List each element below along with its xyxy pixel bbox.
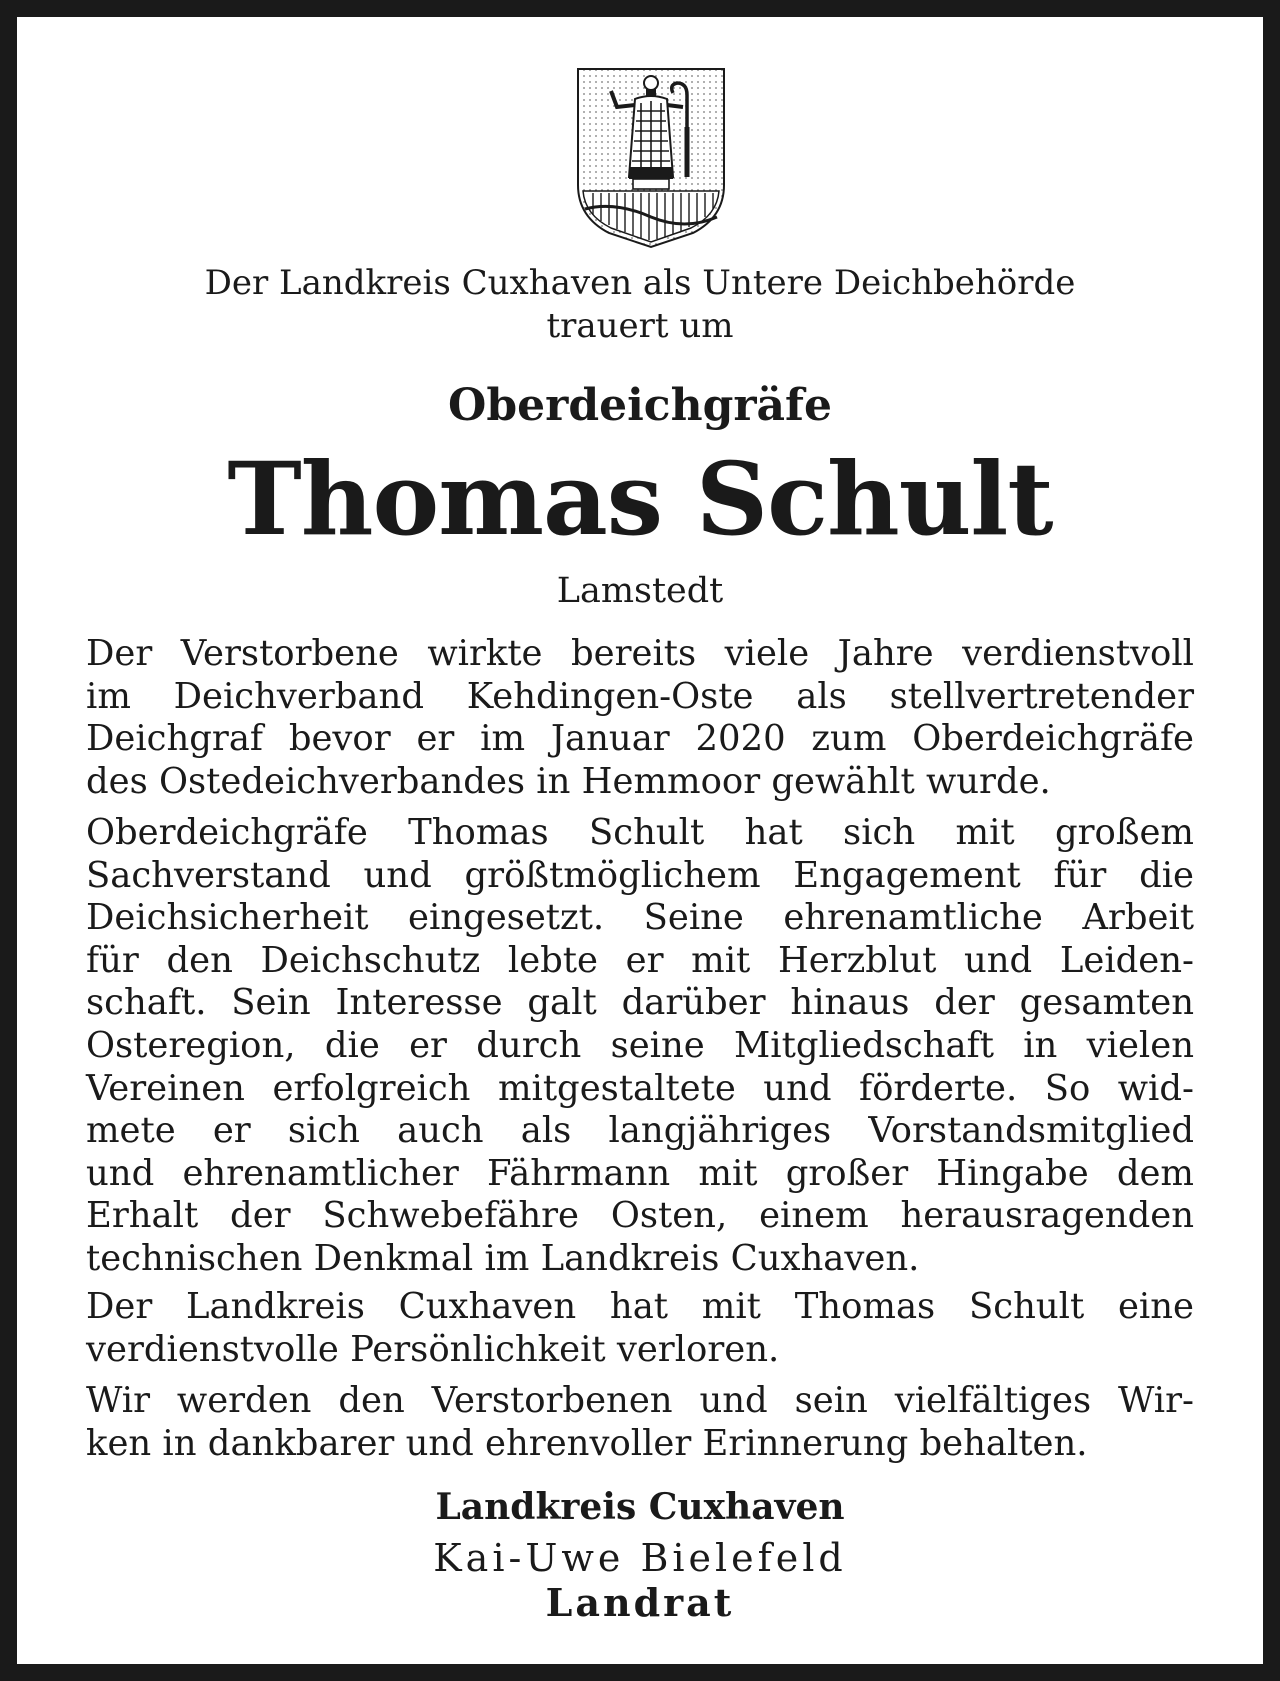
text-line: Sachverstand und größtmöglichem Engagement für die: [86, 854, 1194, 896]
deceased-name: Thomas Schult: [227, 440, 1053, 558]
text-line: Deichgraf bevor er im Januar 2020 zum Oberdeichgräfe: [86, 718, 1194, 760]
intro-line: Der Landkreis Cuxhaven als Untere Deichbehörde: [204, 263, 1076, 303]
text-line: Osteregion, die er durch seine Mitgliedschaft in vielen: [86, 1024, 1194, 1066]
text-line: schaft. Sein Interesse galt darüber hinaus der gesamten: [86, 982, 1194, 1024]
text-line: Der Landkreis Cuxhaven hat mit Thomas Schult eine: [86, 1286, 1194, 1327]
text-line: für den Deichschutz lebte er mit Herzblut und Leiden-: [86, 939, 1194, 981]
text-line: des Ostedeichverbandes in Hemmoor gewählt wurde.: [86, 760, 1051, 802]
paragraph: [86, 633, 1194, 803]
text-line: technischen Denkmal im Landkreis Cuxhaven.: [86, 1237, 920, 1279]
paragraph: [86, 812, 1194, 1281]
text-line: und ehrenamtlicher Fährmann mit großer Hingabe dem: [86, 1152, 1194, 1194]
signature-name: Kai-Uwe Bielefeld: [433, 1536, 847, 1580]
text-line: Oberdeichgräfe Thomas Schult hat sich mit großem: [86, 812, 1194, 853]
text-line: verdienstvolle Persönlichkeit verloren.: [86, 1328, 780, 1370]
honorific-title: Oberdeichgräfe: [448, 380, 832, 431]
place-of-residence: Lamstedt: [556, 571, 724, 611]
text-line: ken in dankbarer und ehrenvoller Erinnerung behalten.: [86, 1422, 1088, 1464]
text-line: Erhalt der Schwebefähre Osten, einem herausragenden: [86, 1195, 1194, 1237]
signature-organization: Landkreis Cuxhaven: [435, 1486, 845, 1528]
text-line: mete er sich auch als langjähriges Vorstandsmitglied: [86, 1110, 1194, 1152]
text-line: Wir werden den Verstorbenen und sein vielfältiges Wir-: [86, 1380, 1194, 1421]
signature-title: Landrat: [545, 1580, 735, 1625]
text-line: Der Verstorbene wirkte bereits viele Jahre verdienstvoll: [86, 633, 1194, 674]
text-line: Deichsicherheit eingesetzt. Seine ehrenamtliche Arbeit: [86, 897, 1194, 939]
paragraph: [86, 1286, 1194, 1371]
paragraph: [86, 1380, 1194, 1465]
text-line: Vereinen erfolgreich mitgestaltete und förderte. So wid-: [86, 1067, 1194, 1109]
text-line: im Deichverband Kehdingen-Oste als stellvertretender: [86, 675, 1194, 717]
intro-line: trauert um: [546, 306, 734, 346]
coat-of-arms-icon: [575, 67, 727, 249]
